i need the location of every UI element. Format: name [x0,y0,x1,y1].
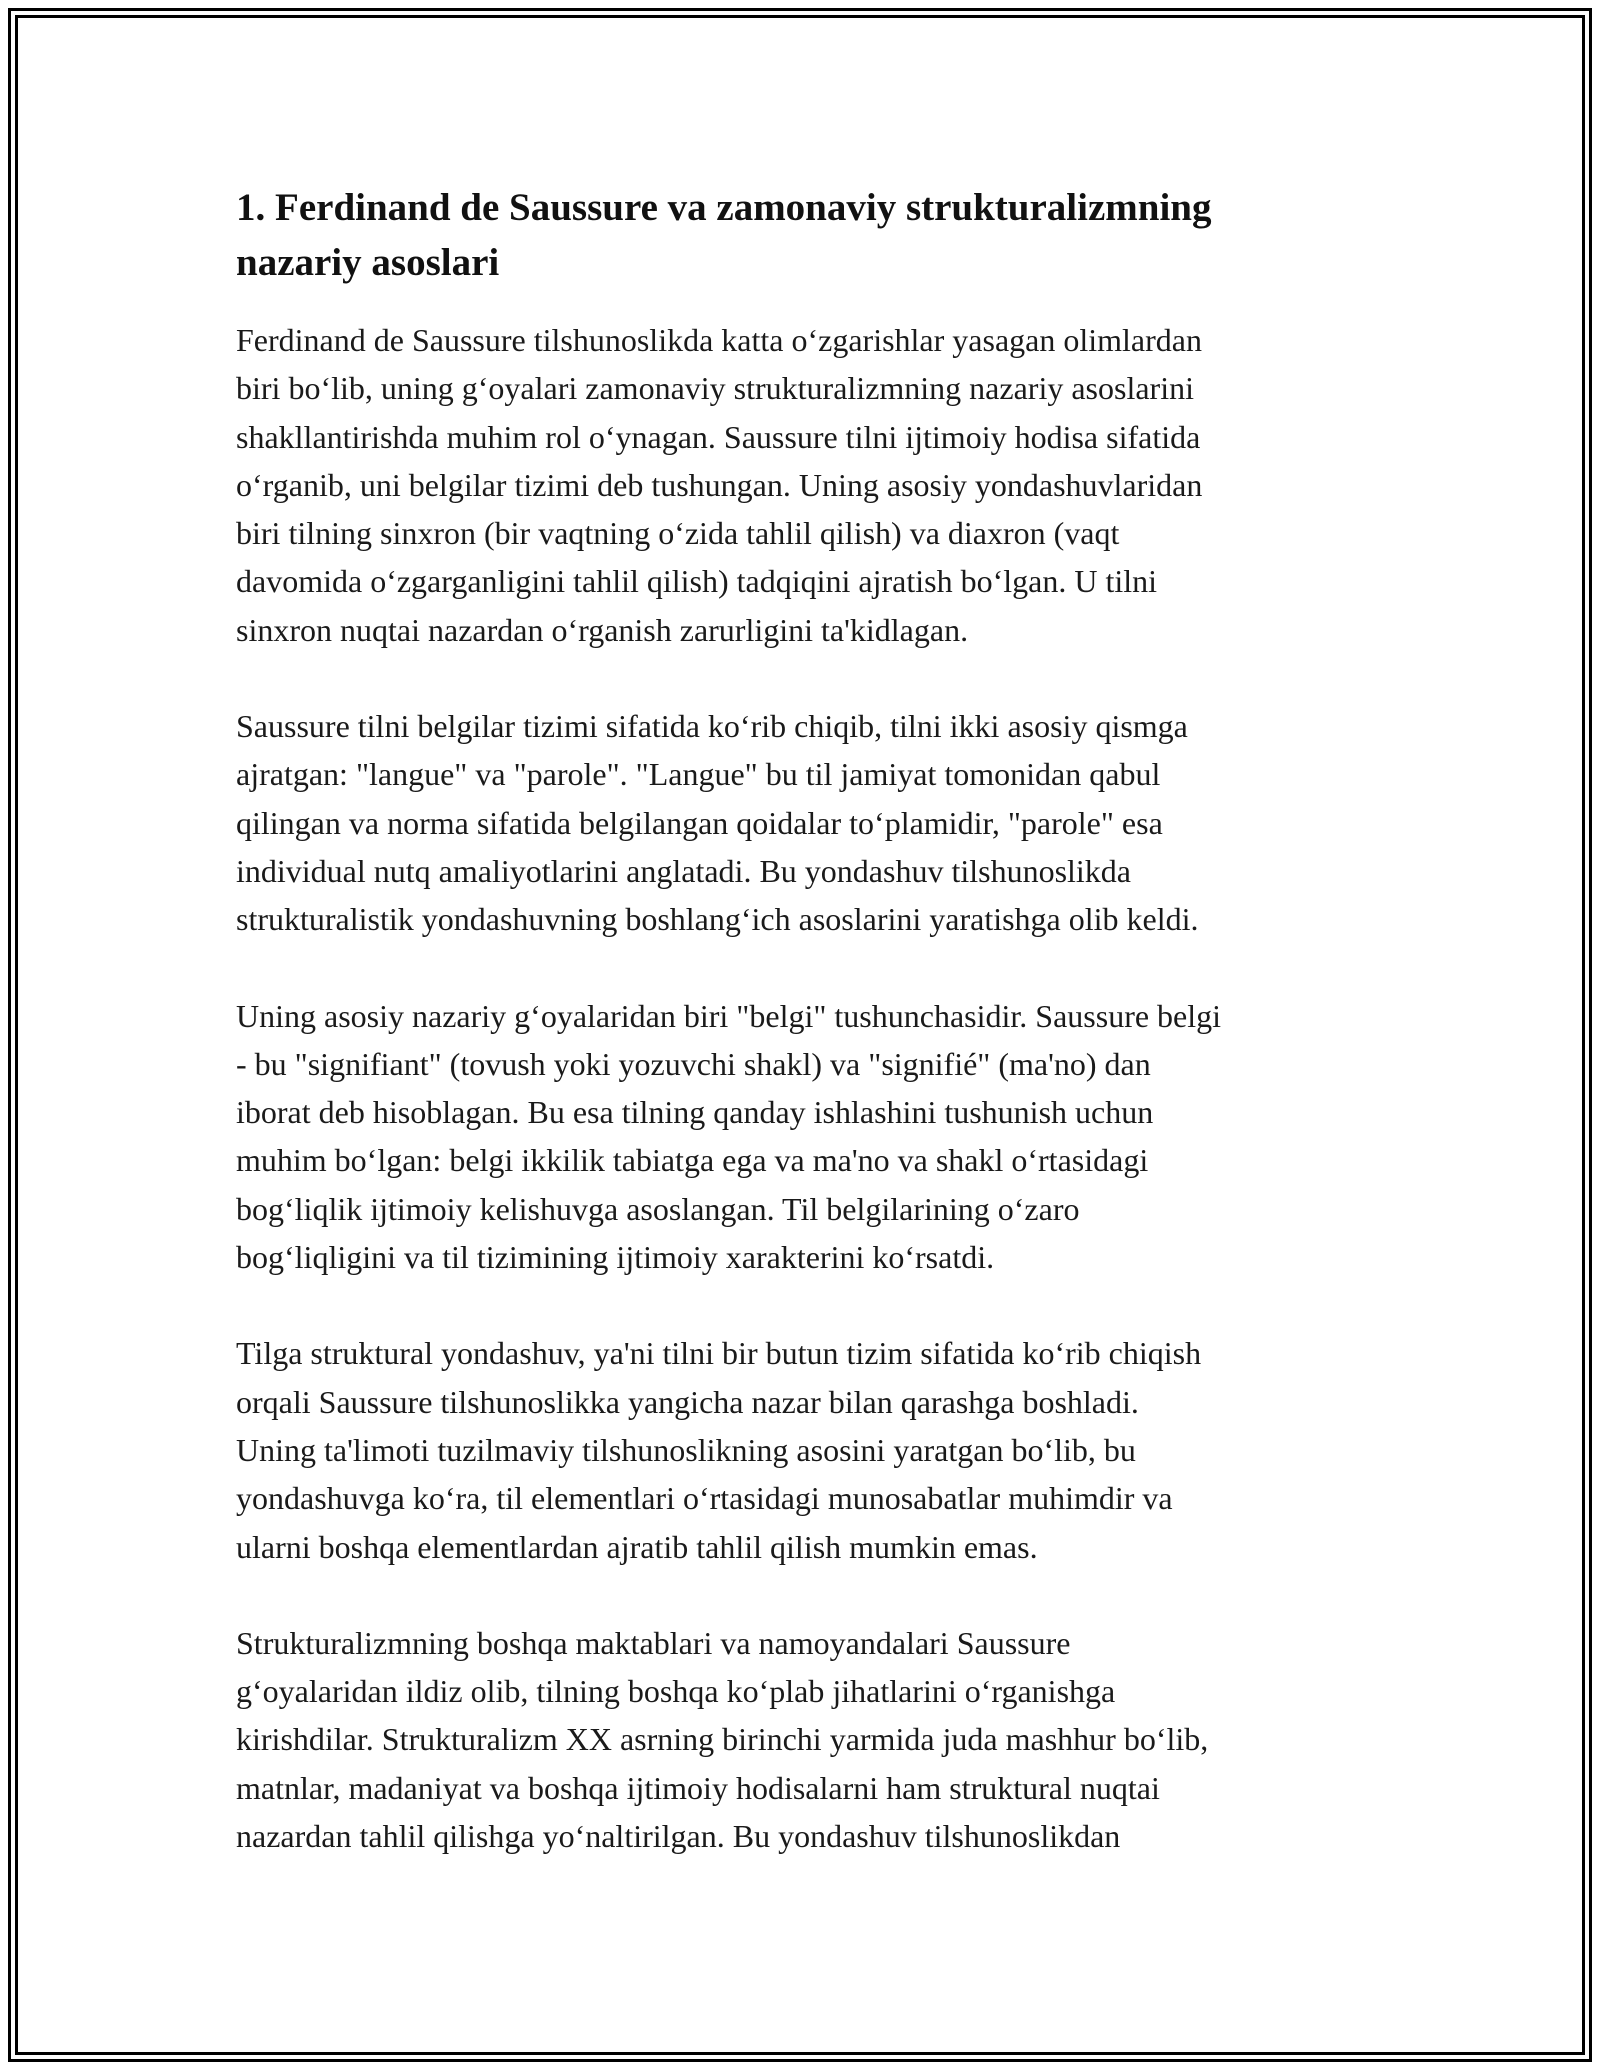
heading-line: nazariy asoslari [236,241,500,284]
text-line: matnlar, madaniyat va boshqa ijtimoiy hodisalarni ham struktural nuqtai [236,1769,1160,1806]
text-line: muhim bo‘lgan: belgi ikkilik tabiatga ega va ma'no va shakl o‘rtasidagi [236,1142,1149,1179]
heading-line: 1. Ferdinand de Saussure va zamonaviy strukturalizmning [236,186,1212,229]
paragraph-3 [236,992,1376,1282]
text-line: davomida o‘zgarganligini tahlil qilish) tadqiqini ajratish bo‘lgan. U tilni [236,563,1158,600]
text-line: nazardan tahlil qilishga yo‘naltirilgan. Bu yondashuv tilshunoslikdan [236,1818,1121,1855]
text-line: strukturalistik yondashuvning boshlang‘ich asoslarini yaratishga olib keldi. [236,901,1199,938]
text-line: ajratgan: "langue" va "parole". "Langue" bu til jamiyat tomonidan qabul [236,756,1161,793]
paragraph-1 [236,316,1376,654]
text-line: kirishdilar. Strukturalizm XX asrning birinchi yarmida juda mashhur bo‘lib, [236,1721,1209,1758]
text-line: g‘oyalaridan ildiz olib, tilning boshqa ko‘plab jihatlarini o‘rganishga [236,1673,1116,1710]
paragraph-2 [236,702,1376,943]
text-line: Uning ta'limoti tuzilmaviy tilshunoslikning asosini yaratgan bo‘lib, bu [236,1431,1136,1468]
text-line: yondashuvga ko‘ra, til elementlari o‘rtasidagi munosabatlar muhimdir va [236,1480,1173,1517]
text-line: shakllantirishda muhim rol o‘ynagan. Saussure tilni ijtimoiy hodisa sifatida [236,418,1201,455]
text-line: iborat deb hisoblagan. Bu esa tilning qanday ishlashini tushunish uchun [236,1094,1154,1131]
text-line: biri tilning sinxron (bir vaqtning o‘zida tahlil qilish) va diaxron (vaqt [236,515,1120,552]
text-line: Strukturalizmning boshqa maktablari va namoyandalari Saussure [236,1624,1071,1661]
paragraph-5 [236,1619,1376,1860]
document-body [236,180,1376,1908]
text-line: orqali Saussure tilshunoslikka yangicha nazar bilan qarashga boshladi. [236,1383,1139,1420]
text-line: - bu "signifiant" (tovush yoki yozuvchi shakl) va "signifié" (ma'no) dan [236,1045,1151,1082]
text-line: individual nutq amaliyotlarini anglatadi. Bu yondashuv tilshunoslikda [236,852,1131,889]
paragraph-4 [236,1329,1376,1570]
text-line: qilingan va norma sifatida belgilangan qoidalar to‘plamidir, "parole" esa [236,804,1163,841]
text-line: Ferdinand de Saussure tilshunoslikda katta o‘zgarishlar yasagan olimlardan [236,322,1202,358]
text-line: Tilga struktural yondashuv, ya'ni tilni bir butun tizim sifatida ko‘rib chiqish [236,1335,1202,1372]
section-heading [236,180,1376,290]
text-line: ularni boshqa elementlardan ajratib tahlil qilish mumkin emas. [236,1528,1038,1565]
text-line: bog‘liqligini va til tizimining ijtimoiy xarakterini ko‘rsatdi. [236,1239,995,1276]
text-line: biri bo‘lib, uning g‘oyalari zamonaviy strukturalizmning nazariy asoslarini [236,370,1194,407]
text-line: o‘rganib, uni belgilar tizimi deb tushungan. Uning asosiy yondashuvlaridan [236,466,1203,503]
text-line: Saussure tilni belgilar tizimi sifatida ko‘rib chiqib, tilni ikki asosiy qismga [236,708,1188,745]
text-line: Uning asosiy nazariy g‘oyalaridan biri "belgi" tushunchasidir. Saussure belgi [236,997,1222,1034]
text-line: bog‘liqlik ijtimoiy kelishuvga asoslangan. Til belgilarining o‘zaro [236,1190,1080,1227]
text-line: sinxron nuqtai nazardan o‘rganish zarurligini ta'kidlagan. [236,611,969,648]
